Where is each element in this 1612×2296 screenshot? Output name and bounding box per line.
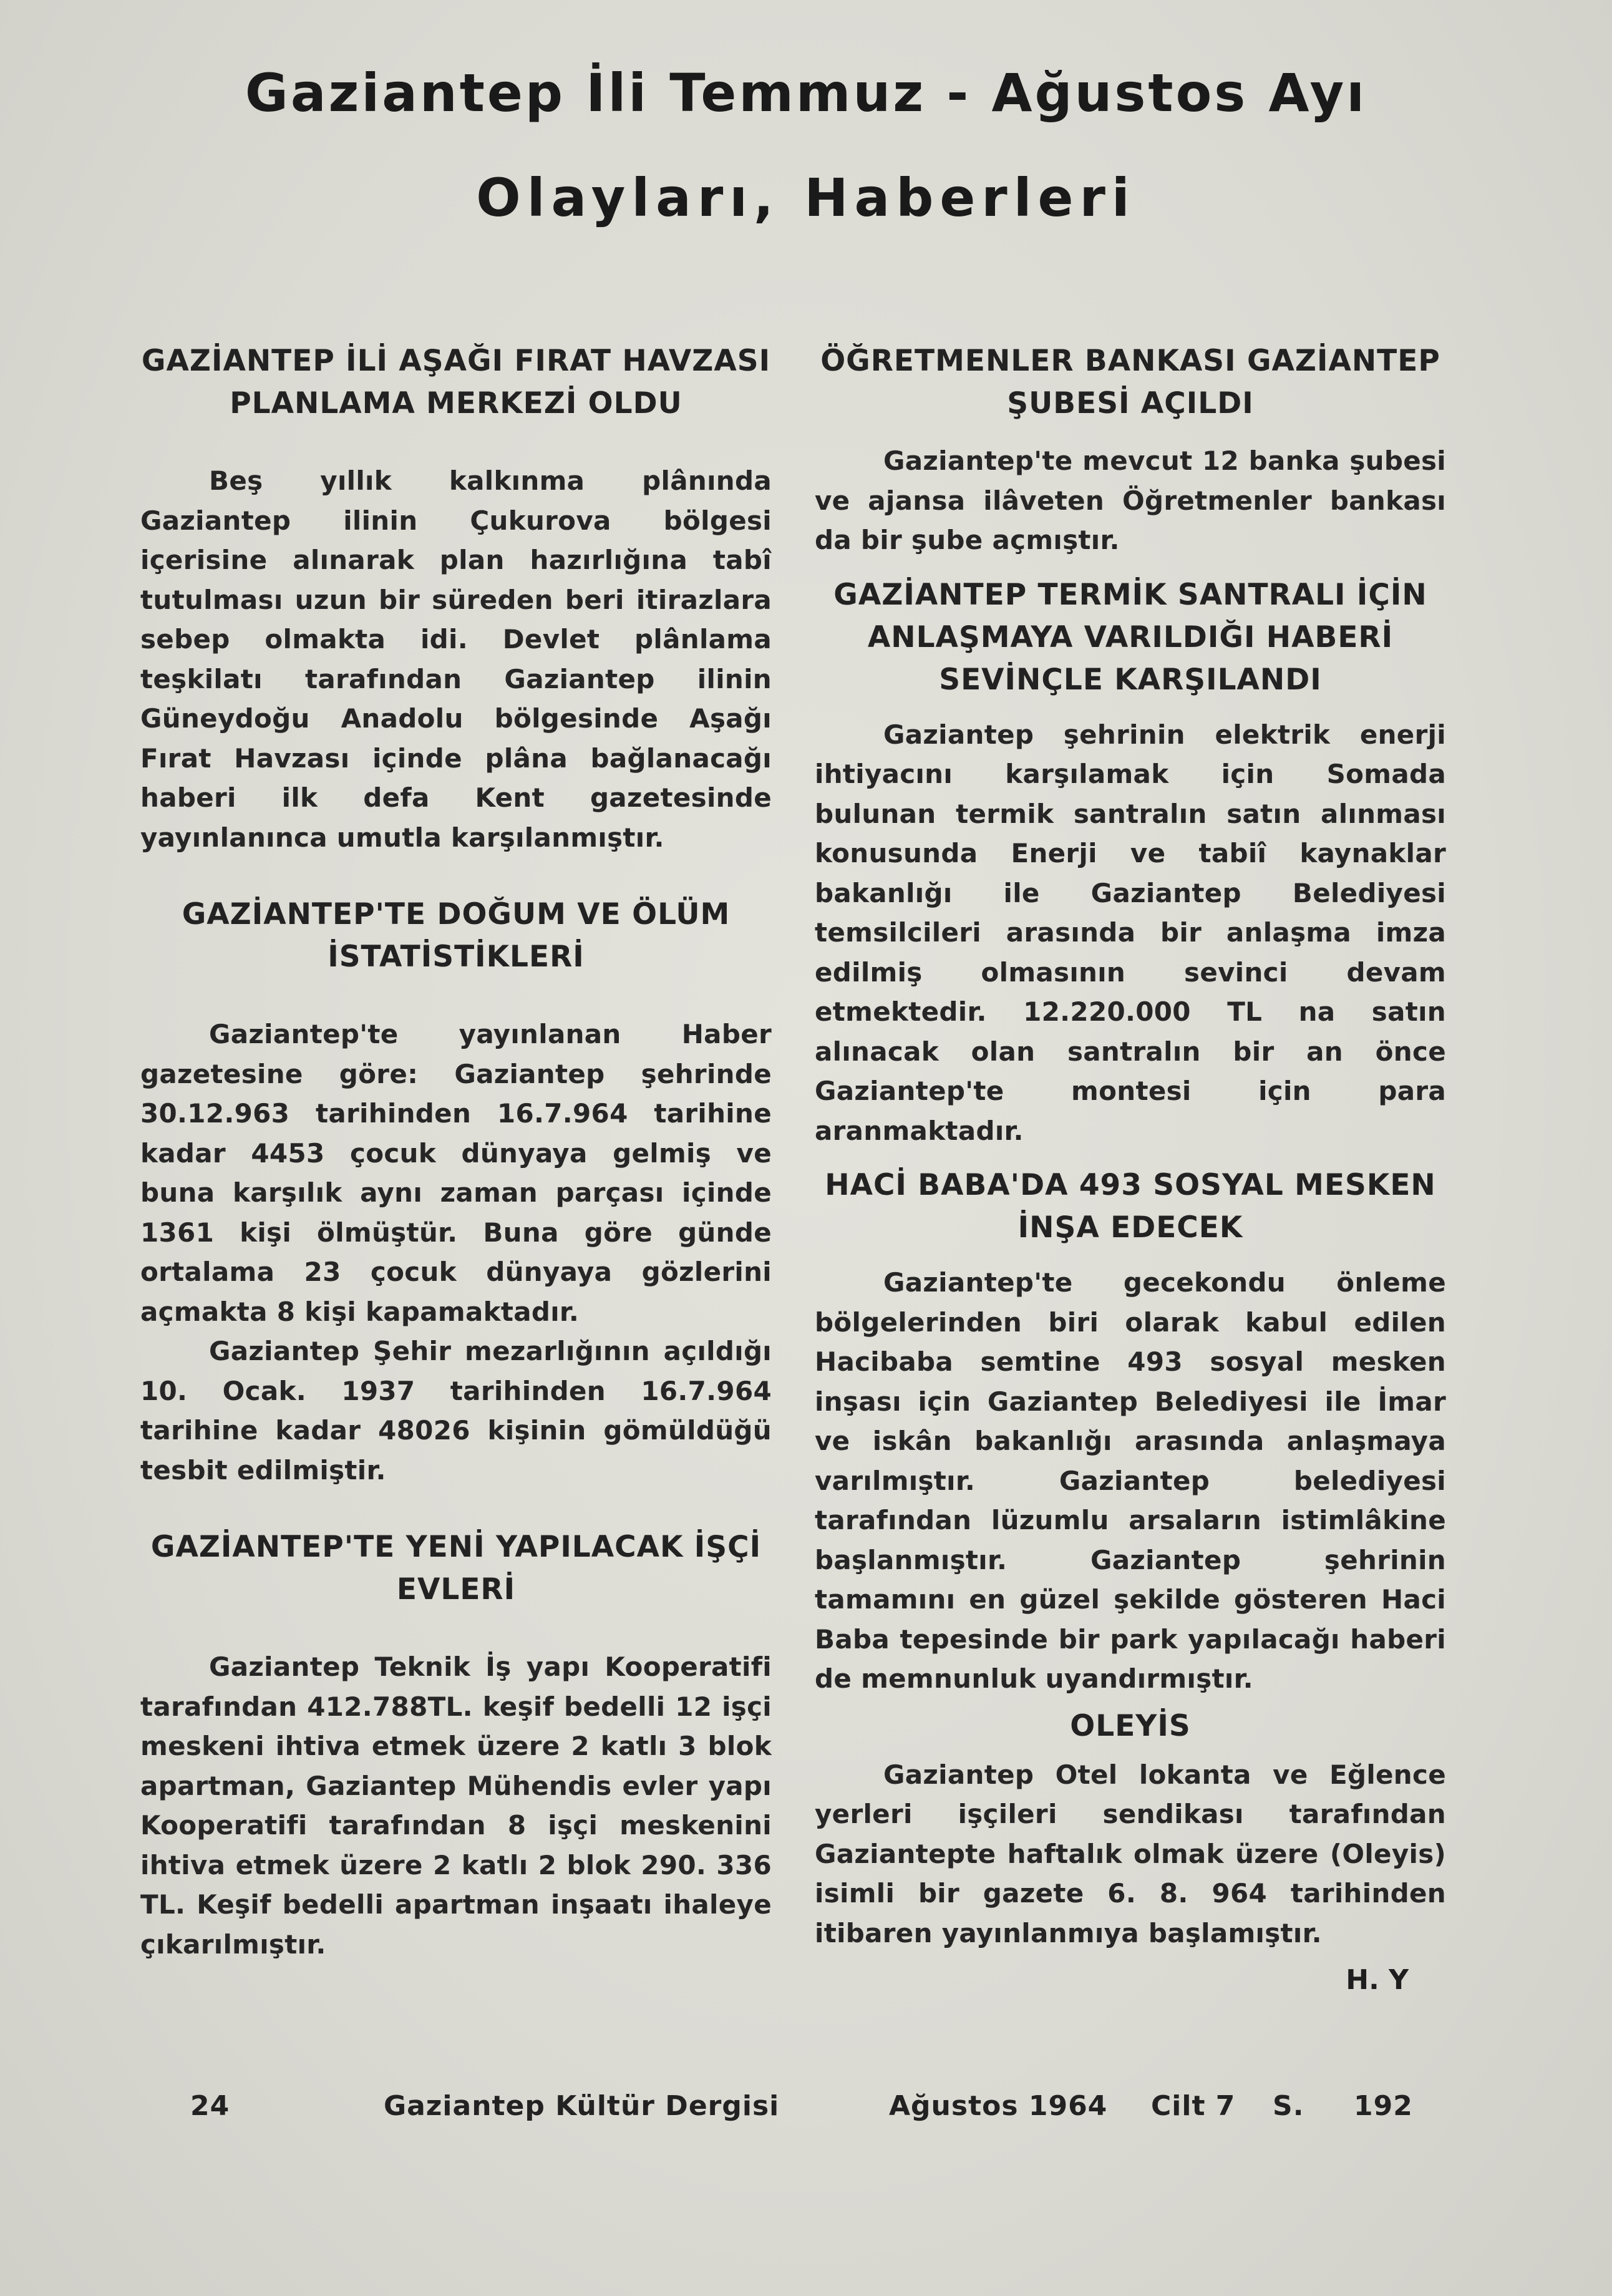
article-paragraph: Gaziantep'te yayınlanan Haber gazetesine göre: Gaziantep şehrinde 30.12.963 tarihinden 16.7.964 tarihine kadar 4453 çocuk dünyaya gelmiş ve buna karşılık aynı zaman parçası içinde 1361 kişi ölmüştür. Buna göre günde ortalama 23 çocuk dünyaya gözlerini açmakta 8 kişi kapamaktadır. — [140, 1019, 772, 1327]
article-haci-baba — [815, 1164, 1446, 1699]
page-number: 24 — [190, 2090, 230, 2122]
article-planlama — [140, 340, 772, 857]
article-heading: GAZİANTEP'TE DOĞUM VE ÖLÜM İSTATİSTİKLERİ — [182, 897, 731, 974]
article-paragraph: Gaziantep Teknik İş yapı Kooperatifi tarafından 412.788TL. keşif bedelli 12 işçi meskeni ihtiva etmek üzere 2 katlı 3 blok apartman, Gaziantep Mühendis evler yapı Kooperatifi tarafından 8 işçi meskenini ihtiva etmek üzere 2 katlı 2 blok 290. 336 TL. Keşif bedelli apartman inşaatı ihaleye çıkarılmıştır. — [140, 1651, 772, 1960]
article-heading: ÖĞRETMENLER BANKASI GAZİANTEP ŞUBESİ AÇILDI — [820, 344, 1440, 421]
article-paragraph: Gaziantep'te mevcut 12 banka şubesi ve ajansa ilâveten Öğretmenler bankası da bir şube açmıştır. — [815, 445, 1446, 555]
article-heading: GAZİANTEP TERMİK SANTRALI İÇİN ANLAŞMAYA VARILDIĞI HABERİ SEVİNÇLE KARŞILANDI — [833, 577, 1427, 697]
issue-date: Ağustos 1964 — [889, 2090, 1108, 2122]
article-paragraph: Gaziantep Otel lokanta ve Eğlence yerleri işçileri sendikası tarafından Gaziantepte haftalık olmak üzere (Oleyis) isimli bir gazete 6. 8. 964 tarihinden itibaren yayınlanmıya başlamıştır. — [815, 1759, 1446, 1948]
article-isci-evleri — [140, 1526, 772, 1964]
article-heading: OLEYİS — [1070, 1708, 1191, 1743]
page-title-line-2: Olayları, Haberleri — [476, 167, 1136, 228]
article-paragraph: Beş yıllık kalkınma plânında Gaziantep ilinin Çukurova bölgesi içerisine alınarak plan hazırlığına tabî tutulması uzun bir süreden beri itirazlara sebep olmakta idi. Devlet plânlama teşkilatı tarafından Gaziantep ilinin Güneydoğu Anadolu bölgesinde Aşağı Fırat Havzası içinde plâna bağlanacağı haberi ilk defa Kent gazetesinde yayınlanınca umutla karşılanmıştır. — [140, 465, 772, 853]
article-heading: GAZİANTEP İLİ AŞAĞI FIRAT HAVZASI PLANLAMA MERKEZİ OLDU — [141, 344, 771, 421]
right-column — [815, 340, 1446, 1996]
volume: Cilt 7 — [1151, 2090, 1236, 2122]
issue-label: S. — [1273, 2090, 1304, 2122]
article-dogum-olum — [140, 893, 772, 1490]
page-title-line-1: Gaziantep İli Temmuz - Ağustos Ayı — [245, 62, 1367, 124]
article-termik-santral — [815, 574, 1446, 1151]
article-heading: GAZİANTEP'TE YENİ YAPILACAK İŞÇİ EVLERİ — [150, 1530, 762, 1607]
issue-number: 192 — [1354, 2090, 1413, 2122]
article-paragraph: Gaziantep'te gecekondu önleme bölgelerinden biri olarak kabul edilen Hacibaba semtine 493 sosyal mesken inşası için Gaziantep Belediyesi ile İmar ve iskân bakanlığı arasında anlaşmaya varılmıştır. Gaziantep belediyesi tarafından lüzumlu arsaların istimlâkine başlanmıştır. Gaziantep şehrinin tamamını en güzel şekilde gösteren Haci Baba tepesinde bir park yapılacağı haberi de memnunluk uyandırmıştır. — [815, 1267, 1446, 1694]
author-signature: H. Y — [1346, 1964, 1409, 1996]
left-column — [140, 340, 772, 1964]
article-heading: HACİ BABA'DA 493 SOSYAL MESKEN İNŞA EDECEK — [825, 1168, 1436, 1245]
journal-name: Gaziantep Kültür Dergisi — [384, 2090, 780, 2122]
article-oleyis — [815, 1705, 1446, 1997]
article-paragraph: Gaziantep şehrinin elektrik enerji ihtiyacını karşılamak için Somada bulunan termik santralın satın alınması konusunda Enerji ve tabiî kaynaklar bakanlığı ile Gaziantep Belediyesi temsilcileri arasında bir anlaşma imza edilmiş olmasının sevinci devam etmektedir. 12.220.000 TL na satın alınacak olan santralın bir an önce Gaziantep'te montesi için para aranmaktadır. — [815, 719, 1446, 1146]
article-ogretmenler-bankasi — [815, 340, 1446, 560]
article-paragraph: Gaziantep Şehir mezarlığının açıldığı 10. Ocak. 1937 tarihinden 16.7.964 tarihine kadar 48026 kişinin gömüldüğü tesbit edilmiştir. — [140, 1336, 772, 1486]
